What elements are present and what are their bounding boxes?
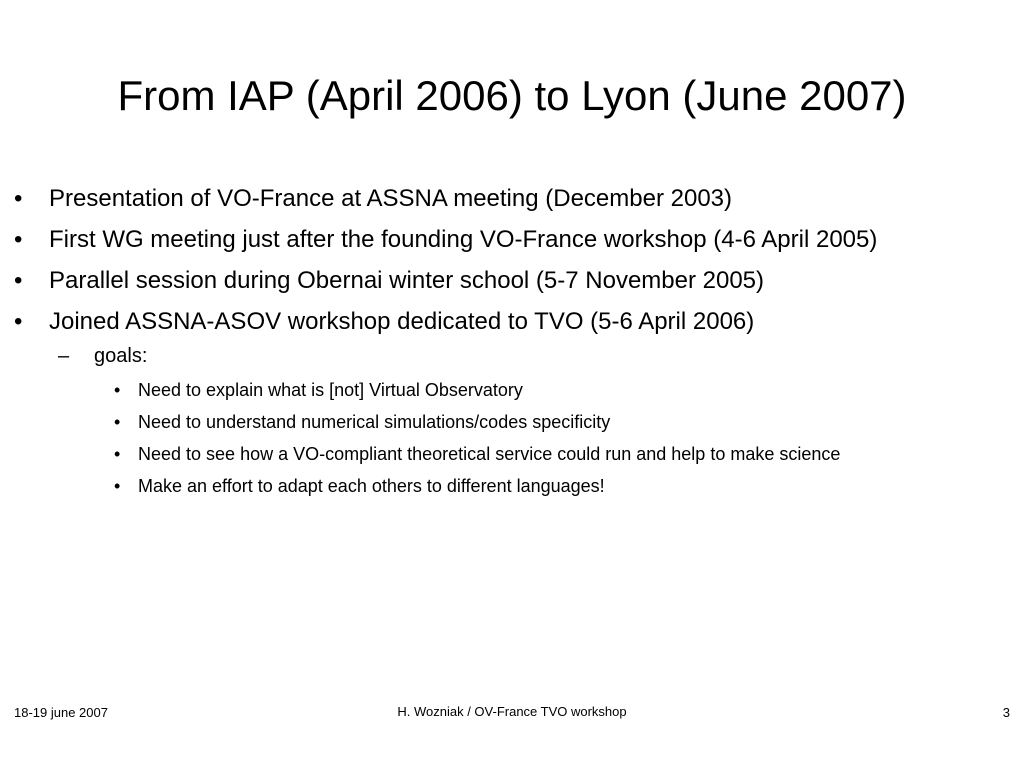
sub-bullet-item	[14, 377, 958, 403]
bullet-item	[14, 307, 974, 337]
bullet-item	[14, 266, 974, 296]
slide-title: From IAP (April 2006) to Lyon (June 2007)	[117, 72, 907, 119]
sub-bullet-marker: •	[114, 476, 121, 496]
bullet-text: Joined ASSNA-ASOV workshop dedicated to TVO (5-6 April 2006)	[49, 308, 755, 335]
sub-bullet-marker: •	[114, 380, 121, 400]
footer-author-event: H. Wozniak / OV-France TVO workshop	[397, 704, 627, 719]
sub-heading-item	[14, 343, 974, 369]
footer-page-number: 3	[1002, 705, 1010, 720]
bullet-text: Presentation of VO-France at ASSNA meeting (December 2003)	[49, 185, 733, 212]
bullet-item	[14, 225, 974, 255]
sub-bullet-item	[14, 473, 958, 499]
bullet-list	[14, 184, 974, 505]
bullet-marker: •	[14, 308, 23, 335]
bullet-text: Parallel session during Obernai winter school (5-7 November 2005)	[49, 267, 765, 294]
bullet-marker: •	[14, 226, 23, 253]
bullet-item	[14, 184, 974, 214]
sub-bullet-text: Need to understand numerical simulations/codes specificity	[138, 412, 611, 432]
bullet-text: First WG meeting just after the founding VO-France workshop (4-6 April 2005)	[49, 226, 878, 253]
sub-bullet-marker: •	[114, 412, 121, 432]
footer-date: 18-19 june 2007	[14, 705, 108, 720]
sub-bullet-marker: •	[114, 444, 121, 464]
sub-bullet-item	[14, 409, 958, 435]
bullet-marker: •	[14, 267, 23, 294]
sub-heading-text: goals:	[94, 345, 148, 367]
sub-bullet-text: Make an effort to adapt each others to different languages!	[138, 476, 605, 496]
sub-bullet-text: Need to see how a VO-compliant theoretical service could run and help to make science	[138, 444, 841, 464]
dash-marker: –	[58, 345, 70, 367]
sub-bullet-item	[14, 441, 958, 467]
sub-bullet-text: Need to explain what is [not] Virtual Observatory	[138, 380, 523, 400]
bullet-marker: •	[14, 185, 23, 212]
